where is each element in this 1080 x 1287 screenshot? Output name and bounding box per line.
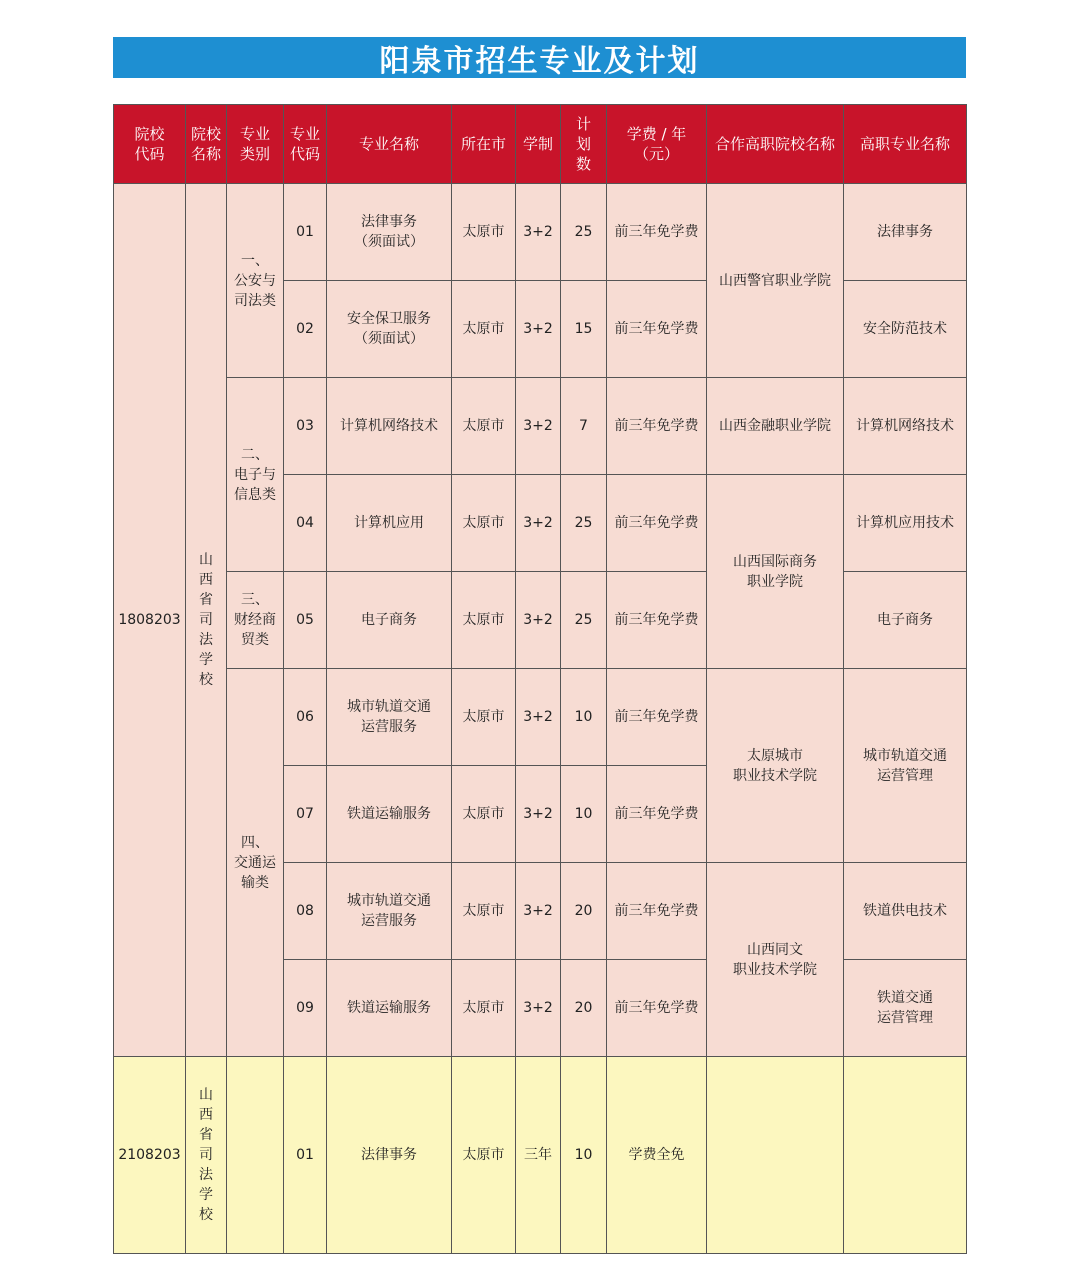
tuition-cell: 前三年免学费	[607, 669, 707, 766]
major-name-cell: 安全保卫服务 （须面试）	[327, 281, 452, 378]
city-cell: 太原市	[452, 960, 516, 1057]
system-cell: 3+2	[516, 766, 561, 863]
tuition-cell: 前三年免学费	[607, 184, 707, 281]
enrollment-plan-table	[113, 104, 967, 1254]
major-code-cell: 01	[284, 1057, 327, 1254]
table-row	[114, 669, 967, 766]
header-school-code: 院校 代码	[114, 105, 186, 184]
major-code-cell: 07	[284, 766, 327, 863]
tuition-cell: 前三年免学费	[607, 572, 707, 669]
tuition-cell: 前三年免学费	[607, 378, 707, 475]
category-cell: 四、 交通运 输类	[227, 669, 284, 1057]
plan-cell: 20	[561, 960, 607, 1057]
tuition-cell: 前三年免学费	[607, 281, 707, 378]
partner-college-cell: 山西同文 职业技术学院	[707, 863, 844, 1057]
city-cell: 太原市	[452, 475, 516, 572]
major-code-cell: 09	[284, 960, 327, 1057]
major-code-cell: 08	[284, 863, 327, 960]
city-cell: 太原市	[452, 766, 516, 863]
header-higher-major: 高职专业名称	[844, 105, 967, 184]
plan-cell: 10	[561, 766, 607, 863]
table-row	[114, 184, 967, 281]
major-name-cell: 城市轨道交通 运营服务	[327, 669, 452, 766]
system-cell: 3+2	[516, 281, 561, 378]
header-major-name: 专业名称	[327, 105, 452, 184]
major-code-cell: 04	[284, 475, 327, 572]
system-cell: 3+2	[516, 572, 561, 669]
plan-cell: 10	[561, 1057, 607, 1254]
major-code-cell: 01	[284, 184, 327, 281]
page-title-banner: 阳泉市招生专业及计划	[113, 37, 966, 78]
city-cell: 太原市	[452, 1057, 516, 1254]
city-cell: 太原市	[452, 281, 516, 378]
higher-major-cell	[844, 1057, 967, 1254]
major-name-cell: 计算机网络技术	[327, 378, 452, 475]
header-plan-count: 计 划 数	[561, 105, 607, 184]
table-row	[114, 378, 967, 475]
major-name-cell: 城市轨道交通 运营服务	[327, 863, 452, 960]
major-name-cell: 电子商务	[327, 572, 452, 669]
header-major-code: 专业 代码	[284, 105, 327, 184]
header-tuition: 学费 / 年 （元）	[607, 105, 707, 184]
tuition-cell: 前三年免学费	[607, 960, 707, 1057]
header-city: 所在市	[452, 105, 516, 184]
system-cell: 3+2	[516, 184, 561, 281]
school-name-cell: 山西省司法学校	[186, 184, 227, 1057]
partner-college-cell: 山西金融职业学院	[707, 378, 844, 475]
major-name-cell: 铁道运输服务	[327, 766, 452, 863]
major-name-cell: 铁道运输服务	[327, 960, 452, 1057]
city-cell: 太原市	[452, 863, 516, 960]
header-partner-college: 合作高职院校名称	[707, 105, 844, 184]
system-cell: 3+2	[516, 378, 561, 475]
tuition-cell: 前三年免学费	[607, 766, 707, 863]
higher-major-cell: 计算机应用技术	[844, 475, 967, 572]
higher-major-cell: 城市轨道交通 运营管理	[844, 669, 967, 863]
partner-college-cell: 山西国际商务 职业学院	[707, 475, 844, 669]
tuition-cell: 前三年免学费	[607, 475, 707, 572]
higher-major-cell: 铁道交通 运营管理	[844, 960, 967, 1057]
major-code-cell: 06	[284, 669, 327, 766]
plan-cell: 7	[561, 378, 607, 475]
plan-cell: 10	[561, 669, 607, 766]
tuition-cell: 学费全免	[607, 1057, 707, 1254]
category-cell	[227, 1057, 284, 1254]
school-name-cell: 山西省司法学校	[186, 1057, 227, 1254]
category-cell: 三、 财经商 贸类	[227, 572, 284, 669]
major-code-cell: 02	[284, 281, 327, 378]
city-cell: 太原市	[452, 184, 516, 281]
partner-college-cell: 山西警官职业学院	[707, 184, 844, 378]
system-cell: 3+2	[516, 863, 561, 960]
header-school-name: 院校 名称	[186, 105, 227, 184]
city-cell: 太原市	[452, 378, 516, 475]
plan-cell: 25	[561, 475, 607, 572]
category-cell: 二、 电子与 信息类	[227, 378, 284, 572]
higher-major-cell: 铁道供电技术	[844, 863, 967, 960]
higher-major-cell: 安全防范技术	[844, 281, 967, 378]
plan-cell: 25	[561, 184, 607, 281]
city-cell: 太原市	[452, 669, 516, 766]
partner-college-cell	[707, 1057, 844, 1254]
major-code-cell: 03	[284, 378, 327, 475]
header-major-category: 专业 类别	[227, 105, 284, 184]
plan-cell: 15	[561, 281, 607, 378]
major-name-cell: 法律事务	[327, 1057, 452, 1254]
table-header-row	[114, 105, 967, 184]
major-code-cell: 05	[284, 572, 327, 669]
higher-major-cell: 法律事务	[844, 184, 967, 281]
school-code-cell: 2108203	[114, 1057, 186, 1254]
system-cell: 3+2	[516, 475, 561, 572]
partner-college-cell: 太原城市 职业技术学院	[707, 669, 844, 863]
plan-cell: 25	[561, 572, 607, 669]
higher-major-cell: 电子商务	[844, 572, 967, 669]
system-cell: 3+2	[516, 669, 561, 766]
system-cell: 3+2	[516, 960, 561, 1057]
header-system: 学制	[516, 105, 561, 184]
school-code-cell: 1808203	[114, 184, 186, 1057]
system-cell: 三年	[516, 1057, 561, 1254]
plan-cell: 20	[561, 863, 607, 960]
major-name-cell: 法律事务 （须面试）	[327, 184, 452, 281]
category-cell: 一、 公安与 司法类	[227, 184, 284, 378]
city-cell: 太原市	[452, 572, 516, 669]
major-name-cell: 计算机应用	[327, 475, 452, 572]
table-row	[114, 1057, 967, 1254]
tuition-cell: 前三年免学费	[607, 863, 707, 960]
higher-major-cell: 计算机网络技术	[844, 378, 967, 475]
